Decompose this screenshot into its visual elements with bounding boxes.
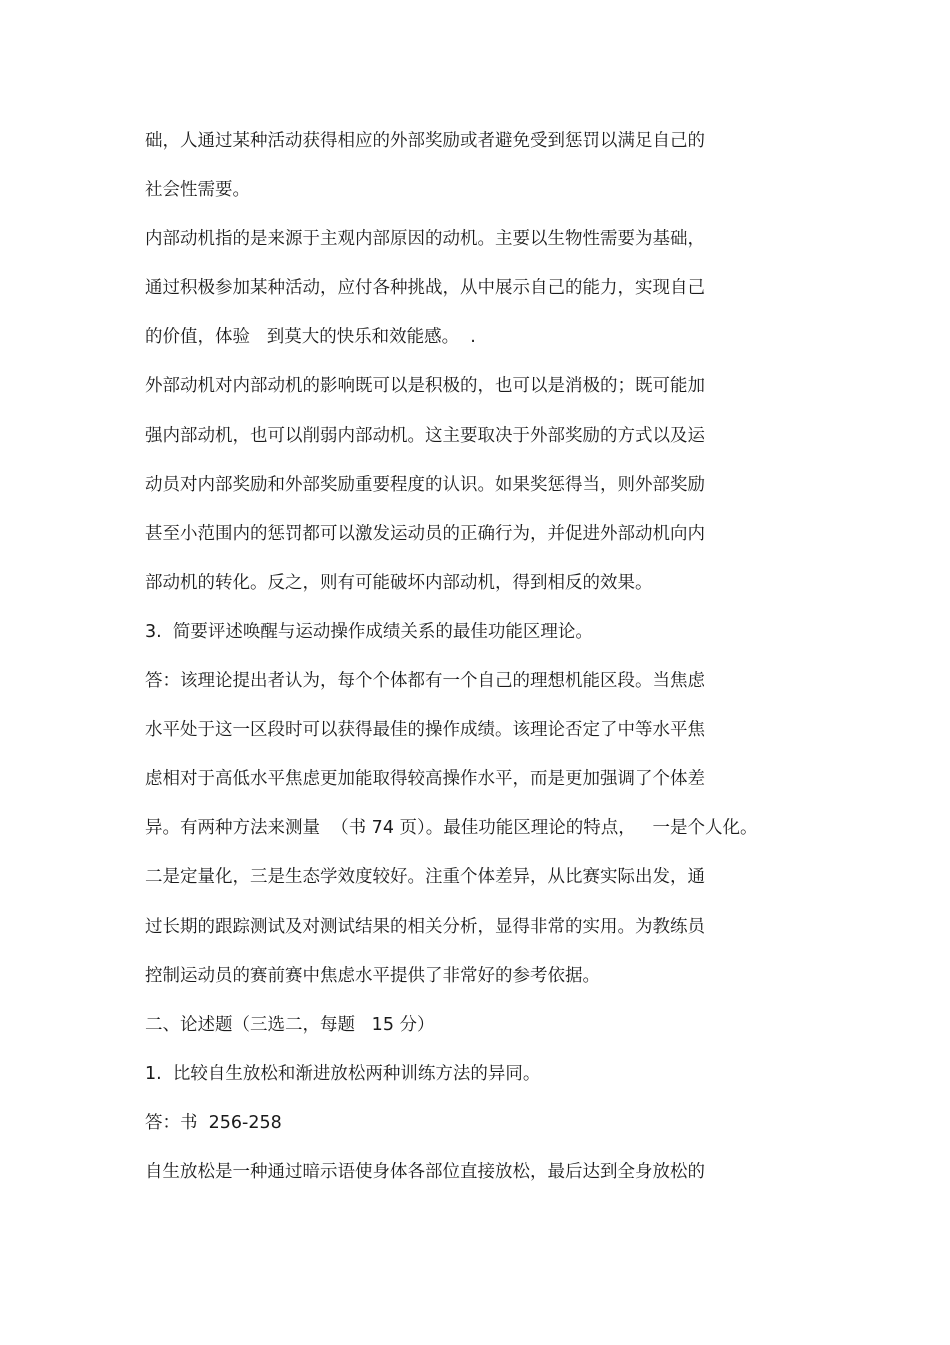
text-line-15: 异。有两种方法来测量 （书 74 页）。最佳功能区理论的特点， 一是个人化。 — [145, 818, 758, 839]
text-line-01: 础，人通过某种活动获得相应的外部奖励或者避免受到惩罚以满足自己的 — [145, 131, 705, 151]
text-line-09: 甚至小范围内的惩罚都可以激发运动员的正确行为，并促进外部动机向内 — [145, 523, 705, 544]
text-line-12: 答：该理论提出者认为，每个个体都有一个自己的理想机能区段。当焦虑 — [145, 671, 705, 692]
text-line-04: 通过积极参加某种活动，应付各种挑战，从中展示自己的能力，实现自己 — [145, 278, 705, 299]
text-line-03: 内部动机指的是来源于主观内部原因的动机。主要以生物性需要为基础， — [145, 229, 705, 250]
text-line-14: 虑相对于高低水平焦虑更加能取得较高操作水平，而是更加强调了个体差 — [145, 769, 705, 790]
text-line-17: 过长期的跟踪测试及对测试结果的相关分析，显得非常的实用。为教练员 — [145, 916, 705, 937]
section-2-heading: 二、论述题（三选二，每题 15 分） — [145, 1014, 435, 1035]
text-line-07: 强内部动机，也可以削弱内部动机。这主要取决于外部奖励的方式以及运 — [145, 425, 705, 446]
text-line-22: 自生放松是一种通过暗示语使身体各部位直接放松，最后达到全身放松的 — [145, 1161, 705, 1182]
text-line-16: 二是定量化，三是生态学效度较好。注重个体差异，从比赛实际出发，通 — [145, 867, 705, 888]
text-line-13: 水平处于这一区段时可以获得最佳的操作成绩。该理论否定了中等水平焦 — [145, 720, 705, 741]
text-body — [145, 121, 795, 1201]
text-line-08: 动员对内部奖励和外部奖励重要程度的认识。如果奖惩得当，则外部奖励 — [145, 474, 705, 495]
question-1-heading: 1. 比较自生放松和渐进放松两种训练方法的异同。 — [145, 1063, 541, 1084]
text-line-05: 的价值，体验 到莫大的快乐和效能感。 . — [145, 327, 476, 348]
text-line-02: 社会性需要。 — [145, 180, 250, 201]
text-line-10: 部动机的转化。反之，则有可能破坏内部动机，得到相反的效果。 — [145, 572, 653, 593]
text-line-18: 控制运动员的赛前赛中焦虑水平提供了非常好的参考依据。 — [145, 965, 600, 986]
question-3-heading: 3. 简要评述唤醒与运动操作成绩关系的最佳功能区理论。 — [145, 621, 593, 642]
text-line-06: 外部动机对内部动机的影响既可以是积极的，也可以是消极的；既可能加 — [145, 376, 705, 397]
answer-reference: 答：书 256-258 — [145, 1112, 282, 1133]
